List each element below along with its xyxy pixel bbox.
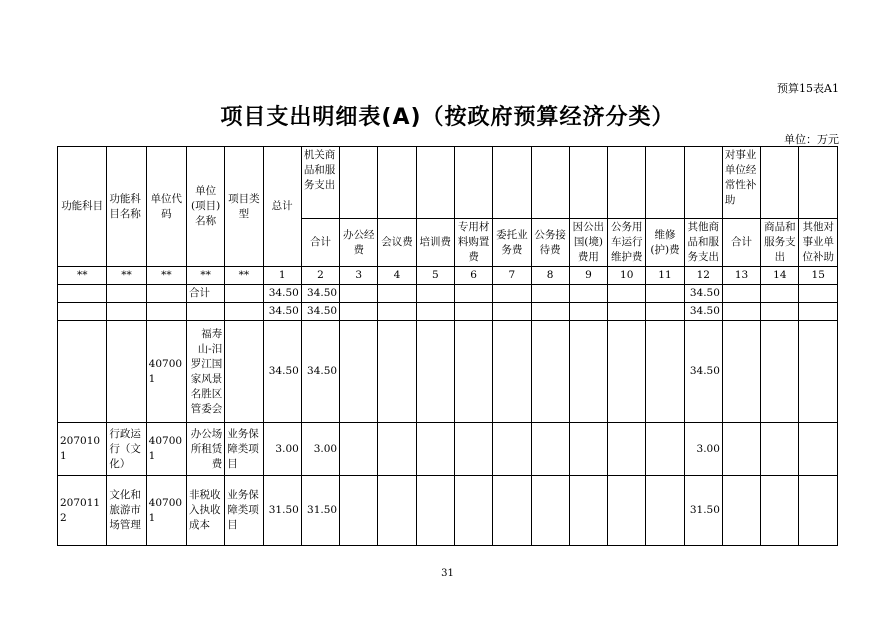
- empty-cell: [646, 423, 684, 476]
- index-cell: **: [225, 267, 263, 285]
- index-cell: 15: [799, 267, 838, 285]
- table-row: [58, 303, 838, 321]
- header-group-a: 机关商品和服务支出: [301, 147, 339, 219]
- empty-cell: [454, 147, 492, 219]
- empty-cell: [493, 147, 531, 219]
- empty-cell: [416, 285, 454, 303]
- cell-other-goods: 34.50: [684, 303, 722, 321]
- empty-cell: [608, 476, 646, 546]
- cell-total: 3.00: [263, 423, 301, 476]
- empty-cell: [454, 476, 492, 546]
- header-unit-code: 单位代码: [146, 147, 186, 267]
- empty-cell: [416, 423, 454, 476]
- empty-cell: [569, 303, 607, 321]
- header-reception: 公务接待费: [531, 219, 569, 267]
- cell-func-name: [107, 321, 146, 423]
- empty-cell: [722, 423, 760, 476]
- cell-unit-name: 办公场所租赁费: [186, 423, 224, 476]
- empty-cell: [722, 321, 760, 423]
- empty-cell: [799, 423, 838, 476]
- empty-cell: [378, 303, 416, 321]
- cell-unit-code: 407001: [146, 321, 186, 423]
- header-office: 办公经费: [340, 219, 378, 267]
- empty-cell: [684, 147, 722, 219]
- index-cell: 14: [761, 267, 799, 285]
- header-group-b: 对事业单位经常性补助: [722, 147, 760, 219]
- empty-cell: [722, 285, 760, 303]
- cell-project-type: 业务保障类项目: [225, 423, 263, 476]
- expenditure-table: [57, 146, 838, 546]
- empty-cell: [569, 285, 607, 303]
- cell-func-code: 2070101: [58, 423, 107, 476]
- cell-func-code: [58, 285, 107, 303]
- cell-func-name: [107, 303, 146, 321]
- empty-cell: [531, 147, 569, 219]
- index-cell: 4: [378, 267, 416, 285]
- index-cell: 12: [684, 267, 722, 285]
- empty-cell: [799, 321, 838, 423]
- empty-cell: [340, 147, 378, 219]
- cell-project-type: [225, 321, 263, 423]
- empty-cell: [799, 147, 838, 219]
- empty-cell: [569, 321, 607, 423]
- empty-cell: [646, 303, 684, 321]
- empty-cell: [340, 423, 378, 476]
- header-b-other: 其他对事业单位补助: [799, 219, 838, 267]
- cell-a-sum: 3.00: [301, 423, 339, 476]
- index-cell: **: [186, 267, 224, 285]
- empty-cell: [608, 321, 646, 423]
- empty-cell: [569, 147, 607, 219]
- empty-cell: [416, 476, 454, 546]
- header-abroad: 因公出国(境)费用: [569, 219, 607, 267]
- index-cell: 9: [569, 267, 607, 285]
- table-row: [58, 285, 838, 303]
- empty-cell: [608, 285, 646, 303]
- header-training: 培训费: [416, 219, 454, 267]
- index-row: [58, 267, 838, 285]
- empty-cell: [761, 285, 799, 303]
- table-id: 预算15表A1: [777, 82, 839, 95]
- unit-label: 单位：万元: [784, 133, 839, 146]
- cell-unit-code: 407001: [146, 423, 186, 476]
- empty-cell: [454, 321, 492, 423]
- empty-cell: [454, 285, 492, 303]
- empty-cell: [531, 423, 569, 476]
- empty-cell: [799, 285, 838, 303]
- empty-cell: [722, 476, 760, 546]
- empty-cell: [761, 303, 799, 321]
- index-cell: 13: [722, 267, 760, 285]
- cell-unit-code: 407001: [146, 476, 186, 546]
- empty-cell: [646, 476, 684, 546]
- empty-cell: [340, 476, 378, 546]
- header-vehicle: 公务用车运行维护费: [608, 219, 646, 267]
- cell-func-code: [58, 303, 107, 321]
- index-cell: 6: [454, 267, 492, 285]
- header-material: 专用材料购置费: [454, 219, 492, 267]
- empty-cell: [569, 423, 607, 476]
- cell-total: 34.50: [263, 303, 301, 321]
- header-func-code: 功能科目: [58, 147, 107, 267]
- header-a-sum: 合计: [301, 219, 339, 267]
- cell-unit-code: [146, 303, 186, 321]
- empty-cell: [608, 303, 646, 321]
- header-entrust: 委托业务费: [493, 219, 531, 267]
- header-total: 总计: [263, 147, 301, 267]
- empty-cell: [378, 321, 416, 423]
- empty-cell: [761, 423, 799, 476]
- cell-func-name: [107, 285, 146, 303]
- index-cell: 10: [608, 267, 646, 285]
- index-cell: **: [146, 267, 186, 285]
- index-cell: 5: [416, 267, 454, 285]
- empty-cell: [493, 303, 531, 321]
- empty-cell: [531, 303, 569, 321]
- empty-cell: [416, 147, 454, 219]
- cell-unit-name: 福寿山-汨罗江国家风景名胜区管委会: [186, 321, 224, 423]
- table-row: [58, 423, 838, 476]
- index-cell: 1: [263, 267, 301, 285]
- empty-cell: [493, 423, 531, 476]
- empty-cell: [493, 285, 531, 303]
- cell-project-type: [225, 285, 263, 303]
- cell-func-code: [58, 321, 107, 423]
- cell-a-sum: 34.50: [301, 321, 339, 423]
- header-repair: 维修(护)费: [646, 219, 684, 267]
- empty-cell: [761, 476, 799, 546]
- header-unit-name: 单位(项目)名称: [186, 147, 224, 267]
- empty-cell: [493, 321, 531, 423]
- page-number: 31: [441, 568, 454, 579]
- header-b-goods: 商品和服务支出: [761, 219, 799, 267]
- cell-other-goods: 31.50: [684, 476, 722, 546]
- index-cell: 2: [301, 267, 339, 285]
- cell-other-goods: 34.50: [684, 285, 722, 303]
- empty-cell: [761, 321, 799, 423]
- empty-cell: [416, 303, 454, 321]
- header-b-sum: 合计: [722, 219, 760, 267]
- table-row: [58, 476, 838, 546]
- index-cell: 11: [646, 267, 684, 285]
- empty-cell: [799, 303, 838, 321]
- empty-cell: [799, 476, 838, 546]
- cell-a-sum: 34.50: [301, 285, 339, 303]
- cell-total: 31.50: [263, 476, 301, 546]
- empty-cell: [416, 321, 454, 423]
- table-row: [58, 321, 838, 423]
- empty-cell: [531, 476, 569, 546]
- index-cell: 8: [531, 267, 569, 285]
- empty-cell: [378, 423, 416, 476]
- cell-total: 34.50: [263, 321, 301, 423]
- empty-cell: [340, 285, 378, 303]
- index-cell: **: [58, 267, 107, 285]
- cell-a-sum: 34.50: [301, 303, 339, 321]
- empty-cell: [569, 476, 607, 546]
- header-project-type: 项目类型: [225, 147, 263, 267]
- cell-unit-name: [186, 303, 224, 321]
- header-func-name: 功能科目名称: [107, 147, 146, 267]
- empty-cell: [340, 321, 378, 423]
- index-cell: 3: [340, 267, 378, 285]
- cell-func-code: 2070112: [58, 476, 107, 546]
- cell-project-type: 业务保障类项目: [225, 476, 263, 546]
- empty-cell: [722, 303, 760, 321]
- header-meeting: 会议费: [378, 219, 416, 267]
- cell-unit-code: [146, 285, 186, 303]
- empty-cell: [340, 303, 378, 321]
- empty-cell: [608, 147, 646, 219]
- empty-cell: [378, 147, 416, 219]
- empty-cell: [761, 147, 799, 219]
- empty-cell: [646, 147, 684, 219]
- cell-a-sum: 31.50: [301, 476, 339, 546]
- empty-cell: [646, 321, 684, 423]
- empty-cell: [378, 285, 416, 303]
- empty-cell: [454, 423, 492, 476]
- empty-cell: [378, 476, 416, 546]
- header-other-goods: 其他商品和服务支出: [684, 219, 722, 267]
- index-cell: 7: [493, 267, 531, 285]
- empty-cell: [608, 423, 646, 476]
- empty-cell: [531, 321, 569, 423]
- cell-unit-name: 非税收入执收成本: [186, 476, 224, 546]
- cell-unit-name: 合计: [186, 285, 224, 303]
- cell-func-name: 行政运行（文化）: [107, 423, 146, 476]
- index-cell: **: [107, 267, 146, 285]
- empty-cell: [454, 303, 492, 321]
- cell-other-goods: 34.50: [684, 321, 722, 423]
- cell-project-type: [225, 303, 263, 321]
- cell-func-name: 文化和旅游市场管理: [107, 476, 146, 546]
- empty-cell: [493, 476, 531, 546]
- page-title: 项目支出明细表(A)（按政府预算经济分类）: [220, 105, 675, 130]
- empty-cell: [531, 285, 569, 303]
- cell-total: 34.50: [263, 285, 301, 303]
- empty-cell: [646, 285, 684, 303]
- cell-other-goods: 3.00: [684, 423, 722, 476]
